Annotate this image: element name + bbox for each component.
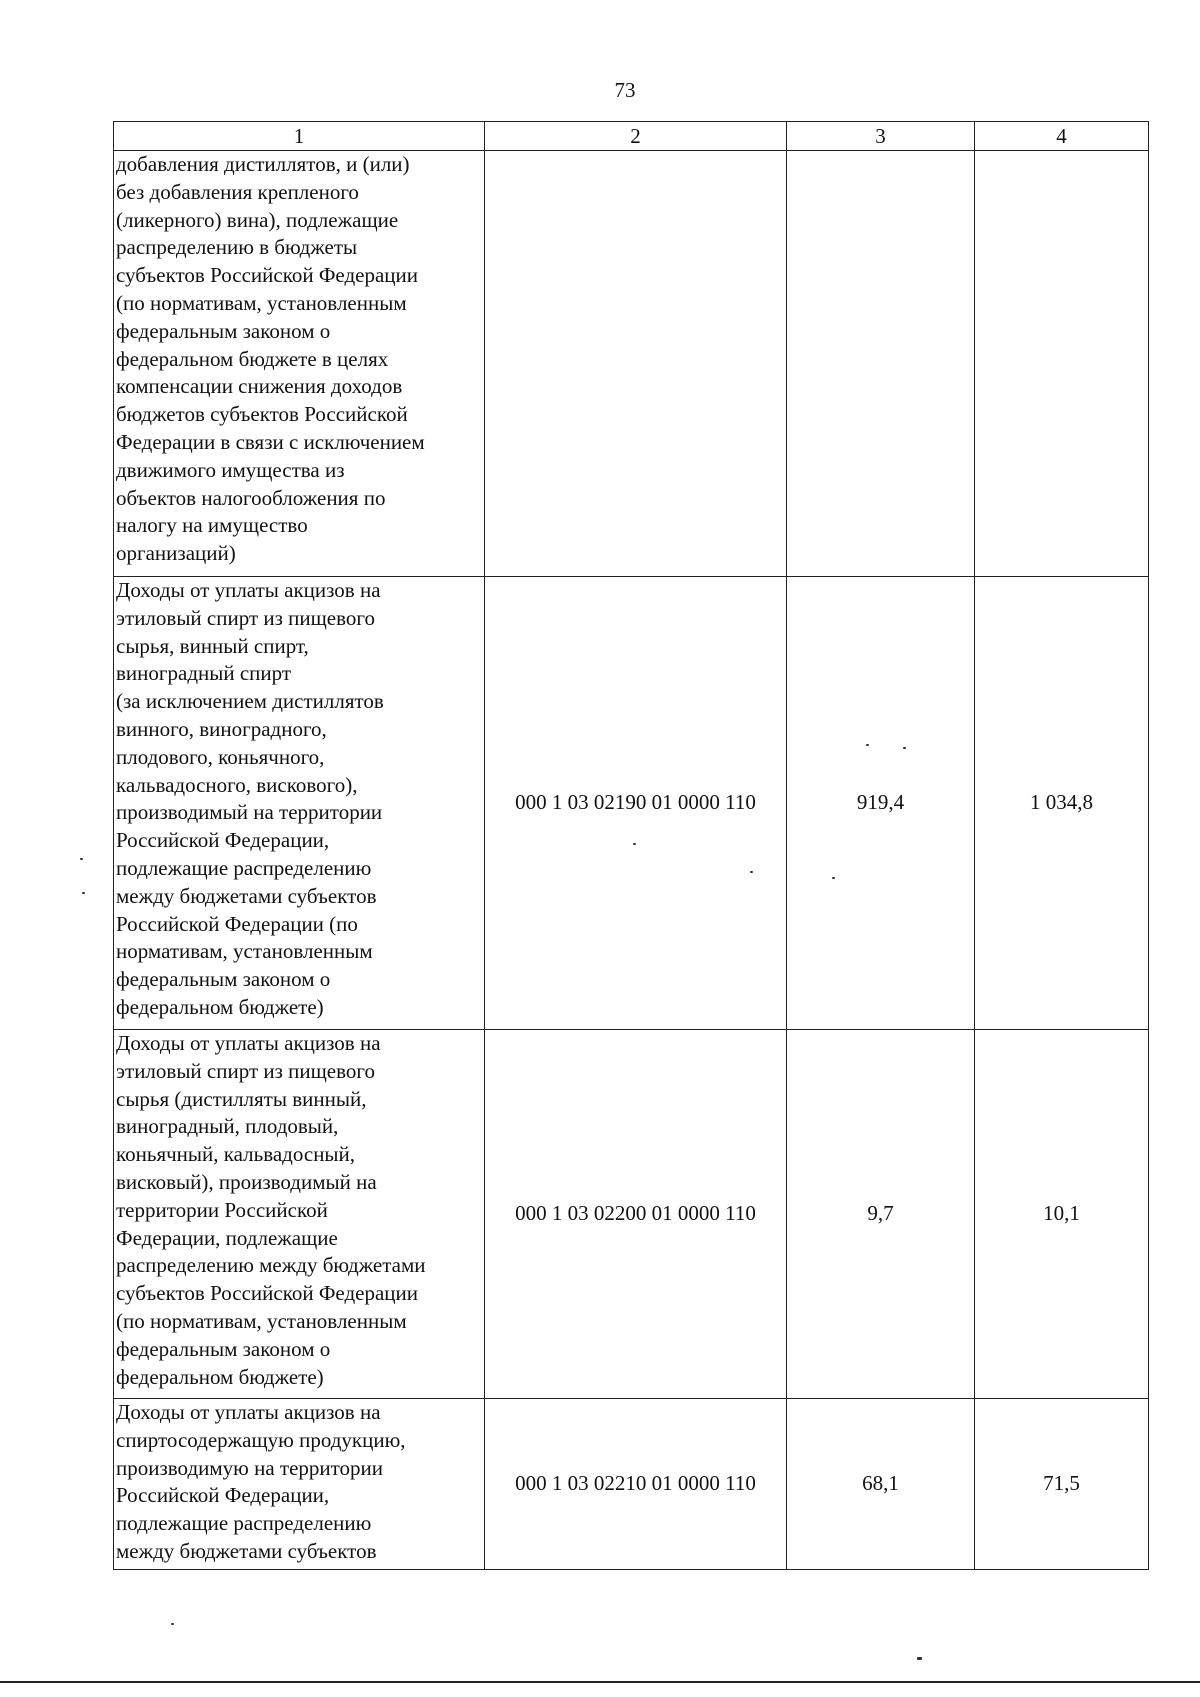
scan-speck	[750, 871, 753, 873]
table-row	[114, 1399, 1149, 1570]
budget-classification-code	[485, 577, 787, 1030]
description-line: (ликерного) вина), подлежащие	[116, 207, 399, 232]
description-line: федеральным законом о	[116, 1336, 331, 1361]
scan-speck	[917, 1657, 922, 1660]
description-line: подлежащие распределению	[116, 1511, 372, 1536]
value-column-3	[787, 1399, 975, 1570]
description-line: добавления дистиллятов, и (или)	[116, 152, 410, 176]
value-text: 10,1	[1043, 1201, 1080, 1226]
description-line: распределению в бюджеты	[116, 235, 358, 260]
value-text: 919,4	[856, 790, 905, 815]
budget-classification-code	[485, 1030, 787, 1399]
description-line: нормативам, установленным	[116, 939, 373, 964]
description-line: территории Российской	[116, 1197, 328, 1222]
value-text: 1 034,8	[1030, 790, 1093, 815]
description-line: Доходы от уплаты акцизов на	[116, 1031, 381, 1055]
value-column-4	[975, 1399, 1149, 1570]
description-line: субъектов Российской Федерации	[116, 1281, 419, 1306]
description-line: Доходы от уплаты акцизов на	[116, 1400, 381, 1424]
row-description	[114, 151, 485, 577]
scan-speck	[866, 744, 869, 746]
description-line: сырья, винный спирт,	[116, 633, 309, 658]
scan-speck	[82, 892, 85, 894]
description-line: федеральным законом о	[116, 318, 331, 343]
description-line: Федерации в связи с исключением	[116, 429, 425, 454]
column-header-2: 2	[485, 122, 787, 151]
description-line: (по нормативам, установленным	[116, 1308, 407, 1333]
description-line: федеральном бюджете в целях	[116, 346, 389, 371]
description-line: налогу на имущество	[116, 513, 308, 538]
value-text: 9,7	[867, 1201, 894, 1226]
description-line: виноградный спирт	[116, 661, 292, 686]
scan-speck	[832, 877, 835, 879]
description-line: объектов налогообложения по	[116, 485, 386, 510]
description-line: висковый), производимый на	[116, 1169, 377, 1194]
column-header-1: 1	[114, 122, 485, 151]
description-line: (за исключением дистиллятов	[116, 689, 384, 714]
description-line: бюджетов субъектов Российской	[116, 402, 408, 427]
description-line: (по нормативам, установленным	[116, 290, 407, 315]
code-text: 000 1 03 02200 01 0000 110	[515, 1201, 756, 1226]
description-line: Федерации, подлежащие	[116, 1225, 338, 1250]
description-line: Российской Федерации,	[116, 828, 330, 853]
table-row	[114, 577, 1149, 1030]
value-text: 71,5	[1043, 1471, 1080, 1496]
column-header-3: 3	[787, 122, 975, 151]
row-description	[114, 1399, 485, 1570]
description-line: этиловый спирт из пищевого	[116, 1058, 375, 1083]
description-line: между бюджетами субъектов	[116, 883, 377, 908]
footer-rule	[0, 1681, 1200, 1683]
description-line: производимую на территории	[116, 1455, 384, 1480]
value-column-3	[787, 1030, 975, 1399]
description-line: движимого имущества из	[116, 457, 345, 482]
description-line: компенсации снижения доходов	[116, 374, 403, 399]
description-line: федеральном бюджете)	[116, 994, 324, 1019]
code-text: 000 1 03 02190 01 0000 110	[515, 790, 756, 815]
description-line: без добавления крепленого	[116, 179, 359, 204]
row-description	[114, 1030, 485, 1399]
page-number: 73	[614, 78, 636, 102]
description-line: субъектов Российской Федерации	[116, 263, 419, 288]
value-column-4	[975, 151, 1149, 577]
budget-classification-code	[485, 1399, 787, 1570]
description-line: Доходы от уплаты акцизов на	[116, 578, 381, 602]
value-text: 68,1	[862, 1471, 899, 1496]
description-line: спиртосодержащую продукцию,	[116, 1427, 406, 1452]
scan-speck	[903, 747, 906, 749]
table-row	[114, 151, 1149, 577]
description-line: Российской Федерации,	[116, 1483, 330, 1508]
description-line: виноградный, плодовый,	[116, 1114, 339, 1139]
budget-revenue-table	[113, 121, 1149, 1570]
description-line: Российской Федерации (по	[116, 911, 358, 936]
description-line: федеральном бюджете)	[116, 1364, 324, 1389]
scan-speck	[171, 1623, 174, 1625]
column-header-4: 4	[975, 122, 1149, 151]
value-column-3	[787, 577, 975, 1030]
table-row	[114, 1030, 1149, 1399]
description-line: организаций)	[116, 541, 236, 566]
description-line: коньячный, кальвадосный,	[116, 1142, 356, 1167]
description-line: плодового, коньячного,	[116, 744, 325, 769]
description-line: распределению между бюджетами	[116, 1253, 426, 1278]
description-line: кальвадосного, вискового),	[116, 772, 358, 797]
table-header-row	[114, 122, 1149, 151]
scan-speck	[80, 858, 83, 860]
description-line: винного, виноградного,	[116, 716, 327, 741]
value-column-4	[975, 577, 1149, 1030]
description-line: сырья (дистилляты винный,	[116, 1086, 367, 1111]
description-line: подлежащие распределению	[116, 855, 372, 880]
value-column-4	[975, 1030, 1149, 1399]
row-description	[114, 577, 485, 1030]
budget-classification-code	[485, 151, 787, 577]
description-line: производимый на территории	[116, 800, 383, 825]
value-column-3	[787, 151, 975, 577]
description-line: между бюджетами субъектов	[116, 1538, 377, 1563]
code-text: 000 1 03 02210 01 0000 110	[515, 1471, 756, 1496]
description-line: этиловый спирт из пищевого	[116, 605, 375, 630]
description-line: федеральным законом о	[116, 967, 331, 992]
scan-speck	[633, 843, 636, 845]
